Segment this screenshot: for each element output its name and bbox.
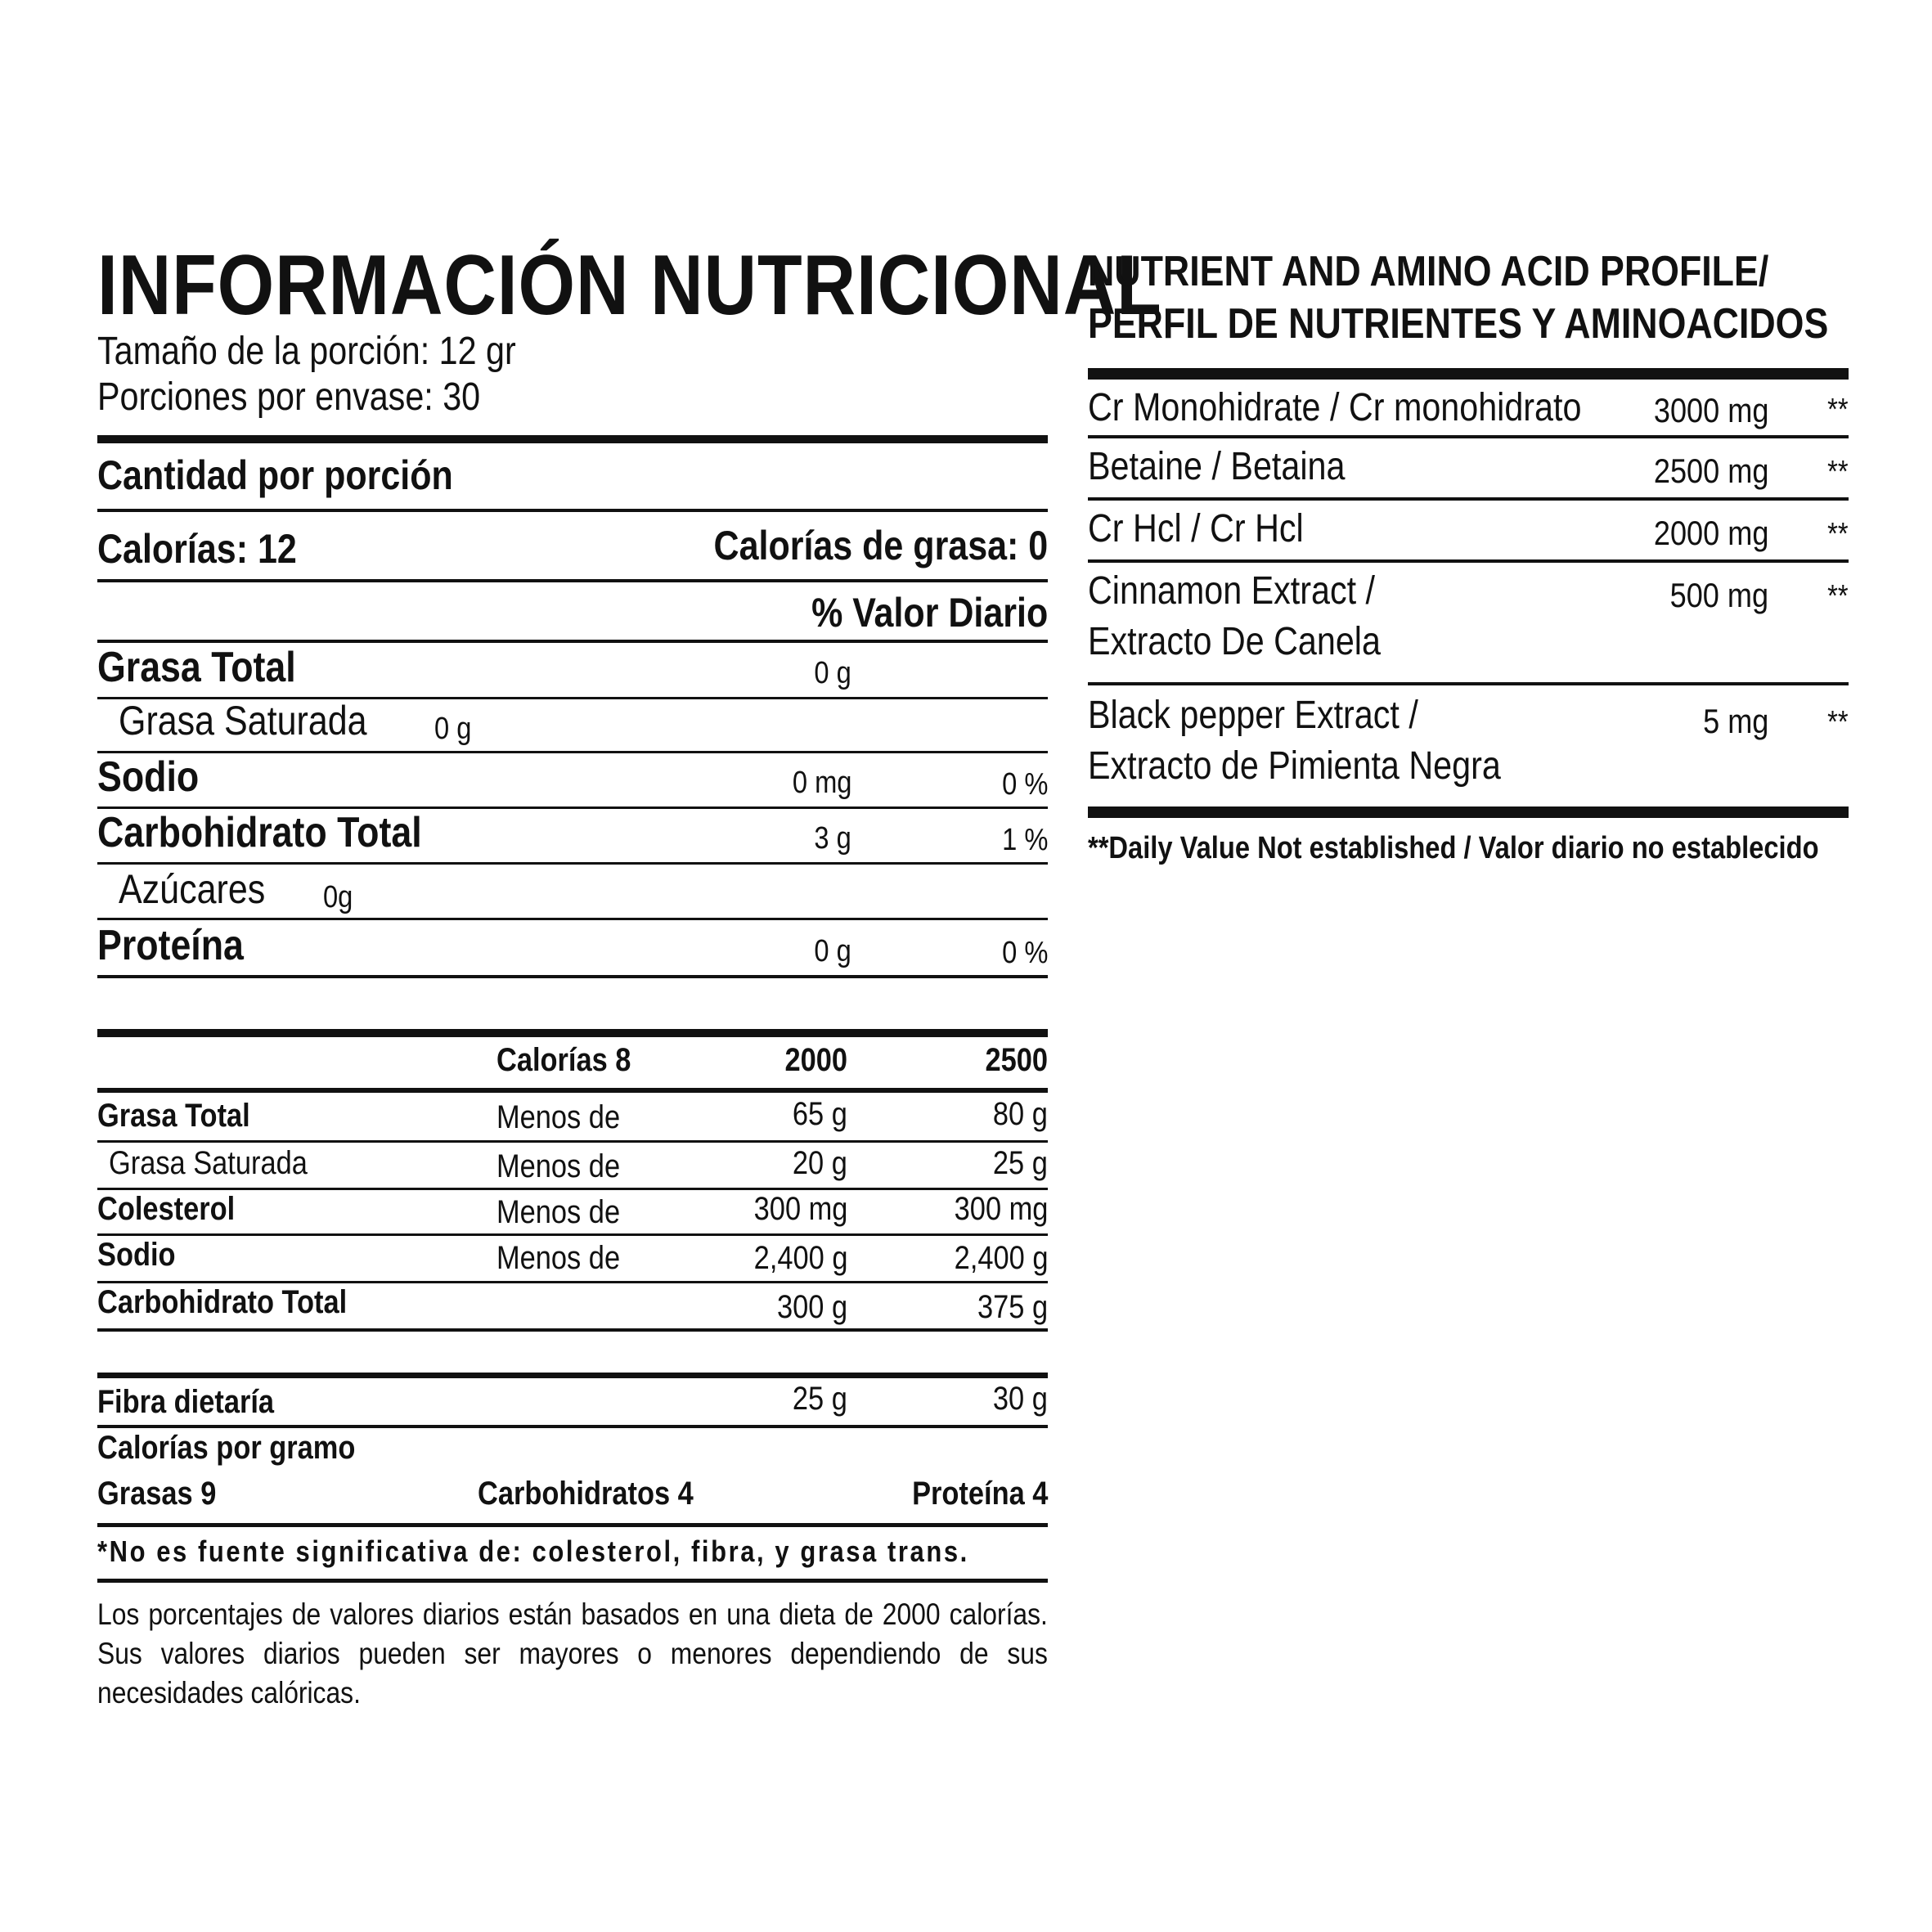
nutrient-row-amount: 0 mg: [792, 766, 851, 800]
amino-item-dv: **: [1827, 705, 1849, 739]
thick-divider: [1088, 806, 1849, 818]
amino-title-line2: PERFIL DE NUTRIENTES Y AMINOACIDOS: [1088, 300, 1829, 348]
nutrient-row-amount: 0 g: [434, 712, 472, 746]
divider: [1088, 682, 1849, 685]
nutrient-row-dv: 0 %: [1001, 936, 1048, 970]
amino-item-name: Cinnamon Extract / Extracto De Canela: [1088, 569, 1381, 663]
divider: [97, 751, 1048, 753]
divider: [97, 1579, 1048, 1583]
amino-item-dv: **: [1827, 579, 1849, 613]
ref-header-2000: 2000: [784, 1042, 847, 1078]
protein-per-gram: Proteína 4: [911, 1476, 1048, 1512]
fat-per-gram: Grasas 9: [97, 1476, 217, 1512]
nutrient-row-label: Grasa Total: [97, 644, 296, 691]
divider: [97, 1088, 1048, 1093]
ref-row-v2: 300 mg: [954, 1191, 1048, 1227]
amino-item-name: Cr Monohidrate / Cr monohidrato: [1088, 386, 1582, 429]
fiber-v1: 25 g: [793, 1381, 847, 1417]
thick-divider: [97, 1029, 1048, 1037]
thick-divider: [97, 1373, 1048, 1378]
nutrient-row-amount: 3 g: [814, 821, 851, 856]
divider: [97, 1188, 1048, 1190]
amino-item-name: Betaine / Betaina: [1088, 445, 1346, 488]
ref-row-v2: 80 g: [993, 1096, 1048, 1132]
divider: [97, 1425, 1048, 1428]
thick-divider: [97, 435, 1048, 443]
nutrition-facts-panel: [97, 237, 1162, 1750]
amino-profile-panel: [1088, 245, 1849, 883]
fiber-label: Fibra dietaría: [97, 1384, 275, 1420]
calories-from-fat: Calorías de grasa: 0: [713, 523, 1048, 568]
nutrient-row-amount: 0 g: [814, 934, 851, 968]
ref-row-label: Sodio: [97, 1237, 176, 1273]
divider: [97, 1281, 1048, 1283]
ref-row-qualifier: Menos de: [496, 1194, 621, 1230]
ref-row-v2: 25 g: [993, 1145, 1048, 1181]
thick-divider: [1088, 368, 1849, 380]
amino-footnote: **Daily Value Not established / Valor diario no establecido: [1088, 831, 1819, 865]
not-significant-note: *No es fuente significativa de: colesterol, fibra, y grasa trans.: [97, 1534, 969, 1568]
amino-item-name: Black pepper Extract / Extracto de Pimienta Negra: [1088, 694, 1501, 788]
divider: [1088, 559, 1849, 563]
ref-row-v1: 20 g: [793, 1145, 847, 1181]
calories-per-gram: Calorías por gramo: [97, 1430, 356, 1466]
amino-item-name: Cr Hcl / Cr Hcl: [1088, 507, 1304, 550]
ref-header-calories: Calorías 8: [496, 1042, 631, 1078]
amino-item-amount: 500 mg: [1669, 576, 1768, 614]
divider: [1088, 435, 1849, 438]
amino-item-dv: **: [1827, 517, 1849, 551]
divider: [97, 1233, 1048, 1236]
ref-row-qualifier: Menos de: [496, 1099, 621, 1135]
nutrient-row-label: Proteína: [97, 922, 244, 969]
amount-per-serving: Cantidad por porción: [97, 452, 453, 498]
ref-row-v2: 2,400 g: [954, 1240, 1048, 1276]
ref-row-label: Colesterol: [97, 1191, 236, 1227]
ref-row-qualifier: Menos de: [496, 1240, 621, 1276]
divider: [97, 1523, 1048, 1527]
ref-row-label: Grasa Saturada: [109, 1145, 308, 1181]
ref-row-label: Carbohidrato Total: [97, 1284, 348, 1320]
amino-item-amount: 2500 mg: [1653, 452, 1768, 490]
ref-row-label: Grasa Total: [97, 1098, 250, 1134]
divider: [1088, 497, 1849, 501]
servings-per-container: Porciones por envase: 30: [97, 375, 481, 419]
ref-row-v1: 2,400 g: [753, 1240, 847, 1276]
amino-item-amount: 2000 mg: [1653, 514, 1768, 552]
nutrient-row-label: Azúcares: [119, 866, 266, 912]
daily-values-footnote: Los porcentajes de valores diarios están basados en una dieta de 2000 calorías. Sus valores diarios pueden ser mayores o menores dependiendo de sus necesidades calóricas.: [97, 1597, 1048, 1710]
daily-value-header: % Valor Diario: [811, 590, 1048, 636]
ref-row-v2: 375 g: [977, 1289, 1048, 1325]
amino-item-dv: **: [1827, 455, 1849, 489]
amino-item-amount: 3000 mg: [1653, 391, 1768, 429]
ref-header-2500: 2500: [985, 1042, 1048, 1078]
nutrition-title: INFORMACIÓN NUTRICIONAL: [97, 238, 1162, 333]
ref-row-v1: 300 g: [776, 1289, 847, 1325]
amino-item-amount: 5 mg: [1702, 702, 1768, 740]
divider: [97, 918, 1048, 920]
fiber-v2: 30 g: [993, 1381, 1048, 1417]
divider: [97, 1328, 1048, 1332]
amino-title-line1: NUTRIENT AND AMINO ACID PROFILE/: [1088, 248, 1769, 295]
nutrient-row-amount: 0g: [323, 880, 353, 914]
divider: [97, 975, 1048, 978]
nutrient-row-dv: 1 %: [1001, 823, 1048, 857]
ref-row-v1: 300 mg: [753, 1191, 847, 1227]
carbs-per-gram: Carbohidratos 4: [478, 1476, 694, 1512]
nutrient-row-dv: 0 %: [1001, 767, 1048, 802]
divider: [97, 509, 1048, 512]
nutrient-row-amount: 0 g: [814, 656, 851, 690]
nutrient-row-label: Carbohidrato Total: [97, 809, 422, 856]
calories: Calorías: 12: [97, 526, 297, 572]
serving-size: Tamaño de la porción: 12 gr: [97, 330, 516, 373]
ref-row-v1: 65 g: [793, 1096, 847, 1132]
divider: [97, 1140, 1048, 1143]
ref-row-qualifier: Menos de: [496, 1148, 621, 1184]
divider: [97, 862, 1048, 865]
nutrient-row-label: Grasa Saturada: [119, 698, 367, 744]
amino-item-dv: **: [1827, 393, 1849, 427]
nutrient-row-label: Sodio: [97, 753, 200, 801]
divider: [97, 579, 1048, 582]
